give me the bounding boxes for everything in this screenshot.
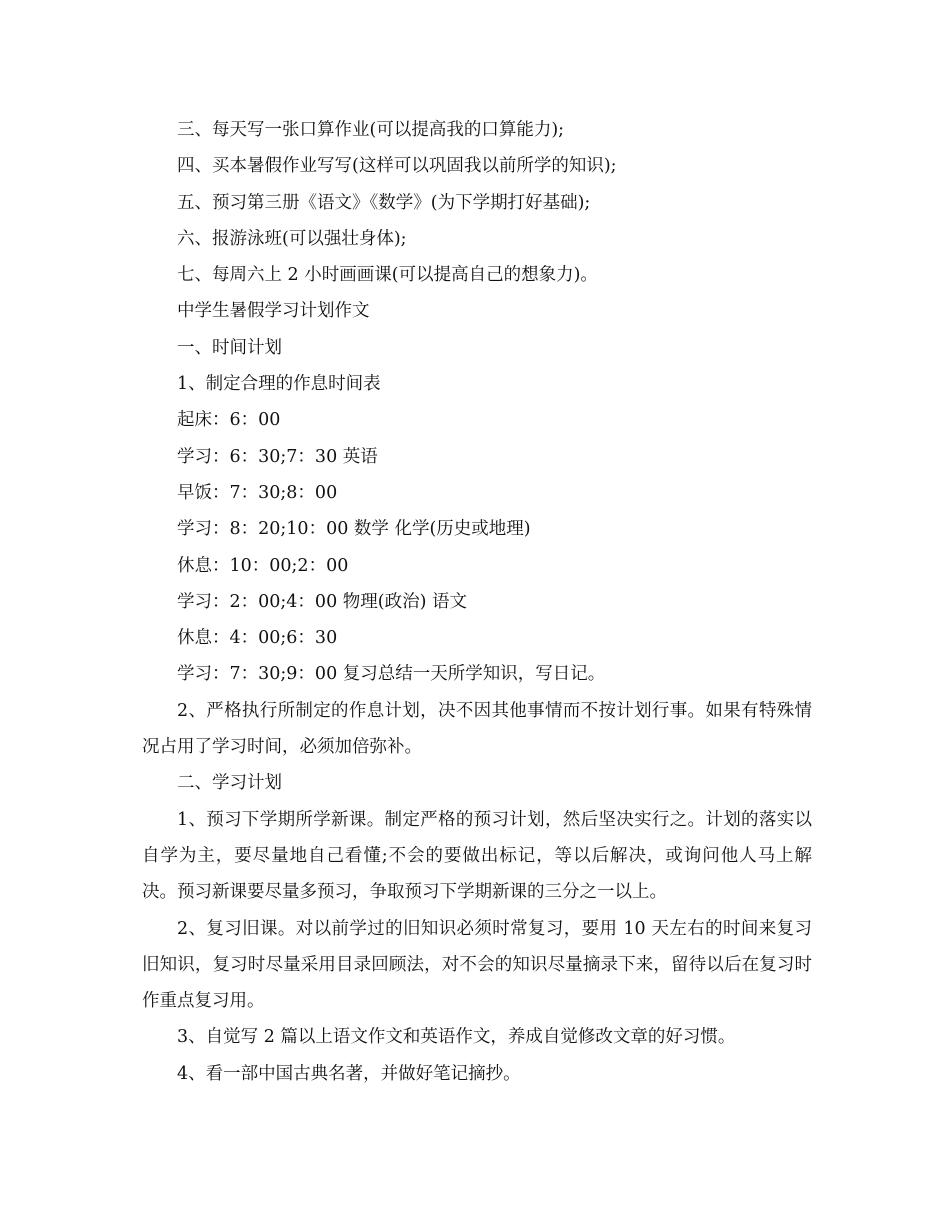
paragraph-review: 2、复习旧课。对以前学过的旧知识必须时常复习，要用 10 天左右的时间来复习旧知识，复习时尽量采用目录回顾法，对不会的知识尽量摘录下来，留待以后在复习时作重点复习用。 — [142, 918, 812, 1012]
list-item-summer-workbook: 四、买本暑假作业写写(这样可以巩固我以前所学的知识); — [177, 156, 617, 177]
paragraph-preview: 1、预习下学期所学新课。制定严格的预习计划，然后坚决实行之。计划的落实以自学为主，要尽量地自己看懂;不会的要做出标记，等以后解决，或询问他人马上解决。预习新课要尽量多预习，争取预习下学期新课的三分之一以上。 — [142, 809, 812, 903]
schedule-item-review: 学习：7：30;9：00 复习总结一天所学知识，写日记。 — [177, 664, 606, 685]
subheading-schedule: 1、制定合理的作息时间表 — [177, 374, 381, 395]
schedule-item-math: 学习：8：20;10：00 数学 化学(历史或地理) — [177, 519, 531, 540]
schedule-item-rest-noon: 休息：10：00;2：00 — [177, 555, 349, 576]
list-item-preview-books: 五、预习第三册《语文》《数学》(为下学期打好基础); — [177, 192, 591, 213]
document-body — [142, 112, 812, 1092]
schedule-item-breakfast: 早饭：7：30;8：00 — [177, 482, 338, 503]
schedule-item-wake: 起床：6：00 — [177, 410, 281, 431]
paragraph-execute-plan: 2、严格执行所制定的作息计划，决不因其他事情而不按计划行事。如果有特殊情况占用了学习时间，必须加倍弥补。 — [142, 700, 812, 758]
paragraph-classic-book: 4、看一部中国古典名著，并做好笔记摘抄。 — [177, 1063, 521, 1084]
schedule-item-rest-afternoon: 休息：4：00;6：30 — [177, 628, 338, 649]
schedule-item-english: 学习：6：30;7：30 英语 — [177, 446, 378, 467]
list-item-drawing-class: 七、每周六上 2 小时画画课(可以提高自己的想象力)。 — [177, 265, 598, 286]
paragraph-essay: 3、自觉写 2 篇以上语文作文和英语作文，养成自觉修改文章的好习惯。 — [177, 1027, 736, 1048]
section-title: 中学生暑假学习计划作文 — [177, 301, 370, 322]
schedule-item-physics: 学习：2：00;4：00 物理(政治) 语文 — [177, 591, 467, 612]
heading-time-plan: 一、时间计划 — [177, 337, 282, 358]
list-item-math-homework: 三、每天写一张口算作业(可以提高我的口算能力); — [177, 120, 565, 140]
heading-study-plan: 二、学习计划 — [177, 773, 282, 794]
list-item-swimming: 六、报游泳班(可以强壮身体); — [177, 228, 407, 249]
